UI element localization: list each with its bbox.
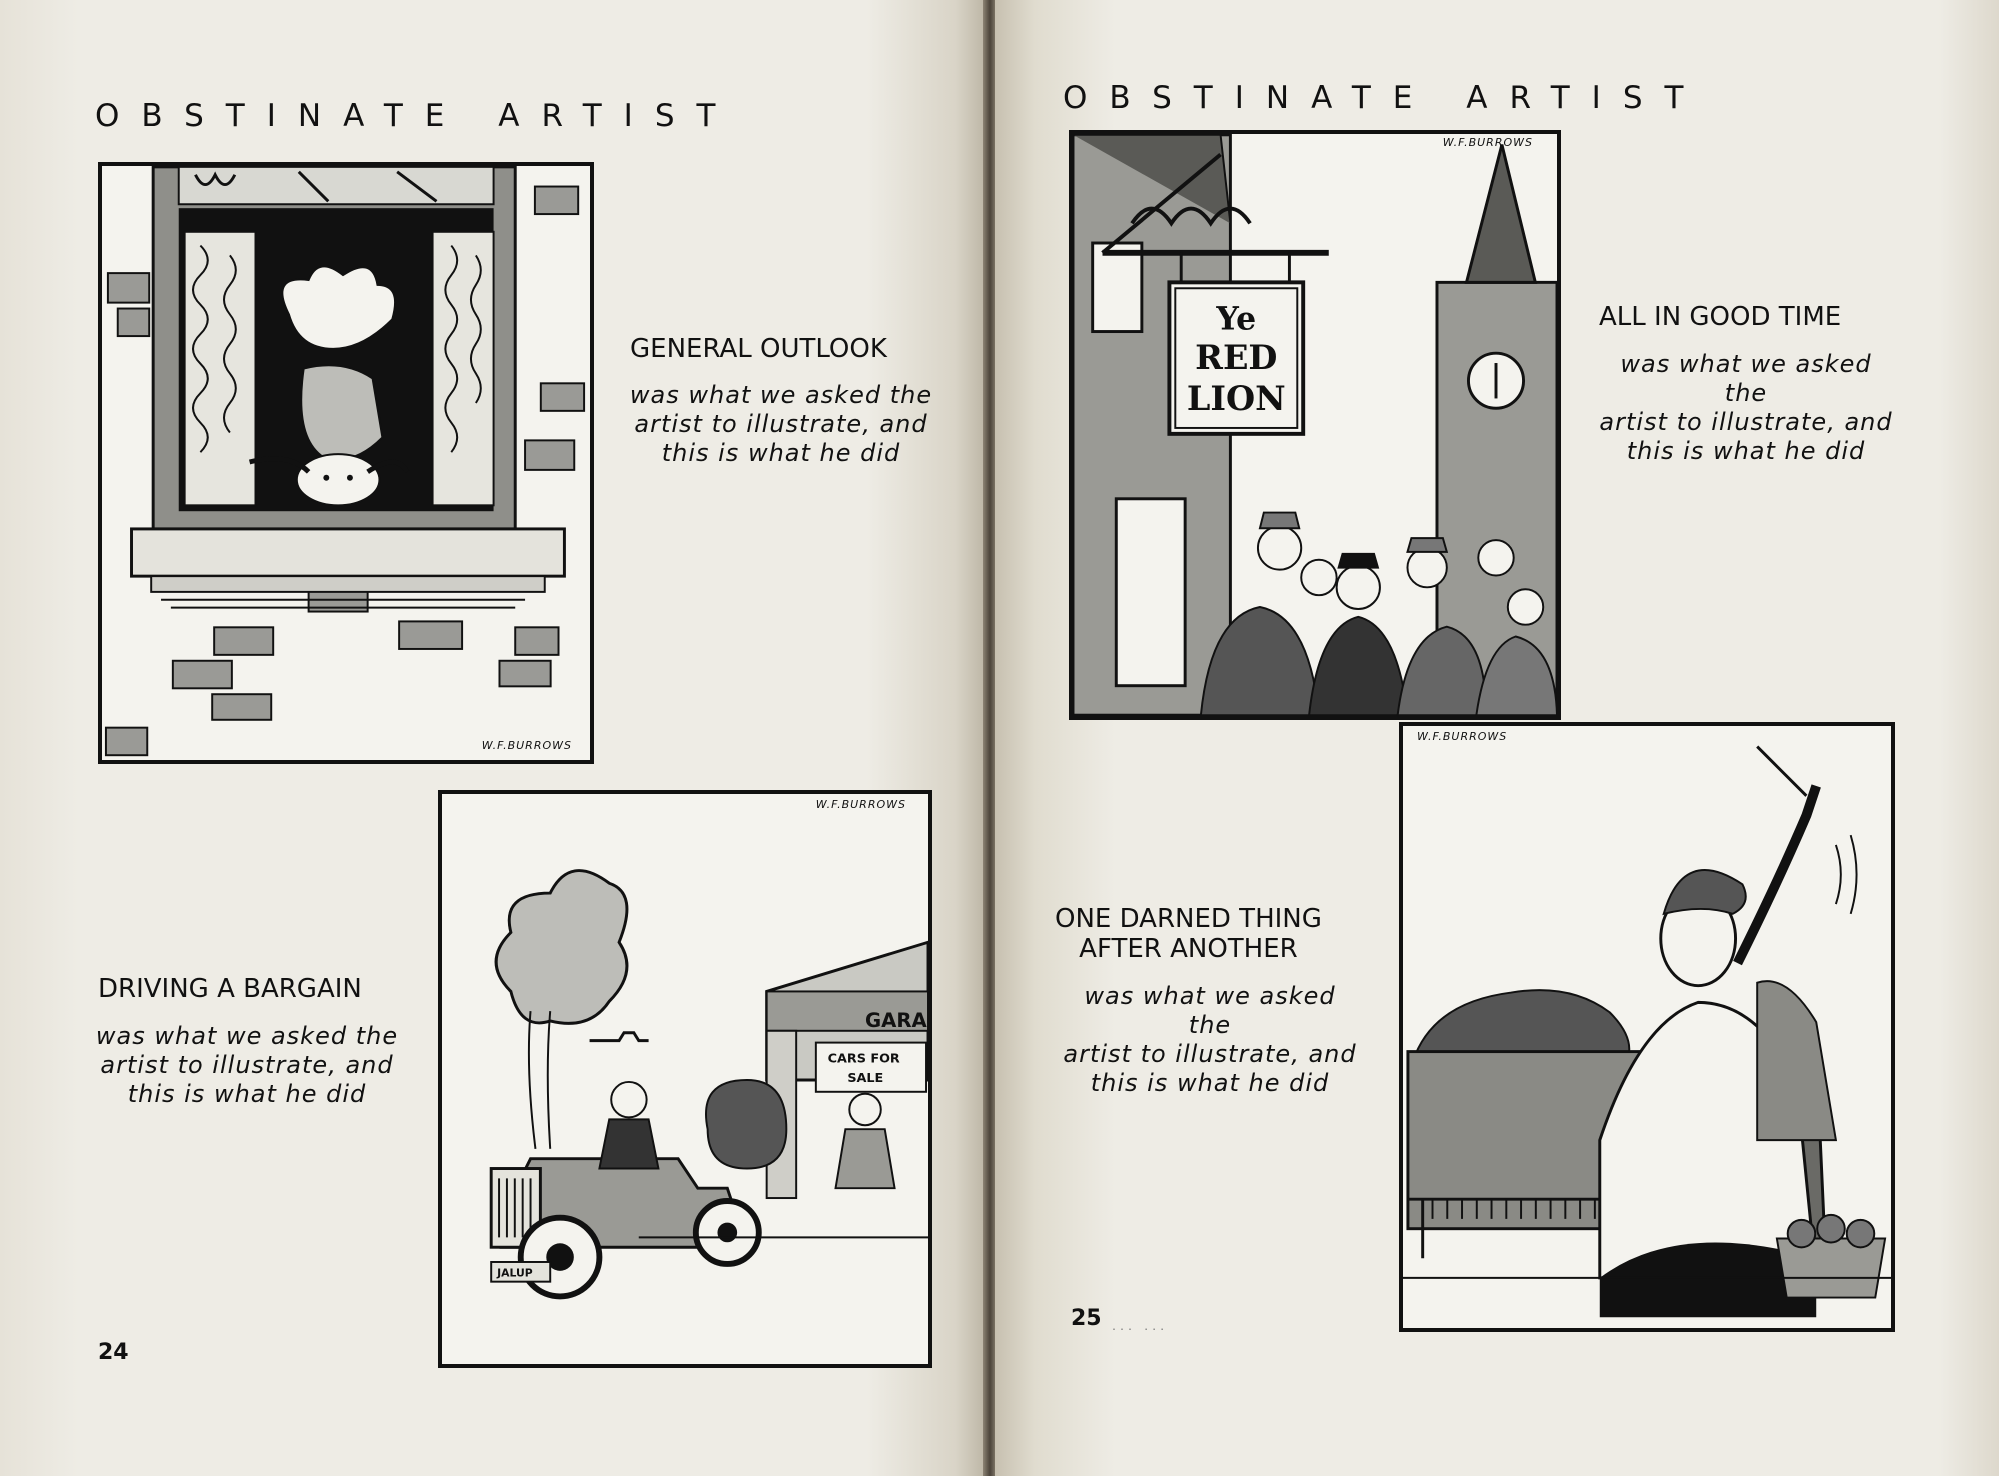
faint-print-mark: ... ... [1111, 1322, 1168, 1333]
artist-signature: W.F.BURROWS [481, 739, 572, 752]
cartoon-general-outlook [98, 162, 594, 764]
garage-sign-text: GARA [865, 1008, 927, 1032]
cartoon-all-in-good-time [1069, 130, 1561, 720]
window-illustration [102, 166, 590, 760]
caption-title-driving-a-bargain: DRIVING A BARGAIN [98, 974, 362, 1004]
sale-sign-line: CARS FOR [827, 1051, 900, 1067]
license-plate: JALUP [497, 1266, 533, 1280]
artist-signature: W.F.BURROWS [1442, 136, 1533, 149]
caption-title-general-outlook: GENERAL OUTLOOK [630, 334, 887, 364]
car-illustration [442, 794, 928, 1364]
caption-line: artist to illustrate, and [634, 410, 928, 438]
caption-title-line: AFTER ANOTHER [1079, 934, 1298, 964]
left-page [0, 0, 985, 1476]
caption-line: this is what he did [1090, 1069, 1330, 1097]
caption-body-one-darned-thing [1059, 982, 1361, 1098]
pub-illustration [1073, 134, 1557, 716]
caption-line: was what we asked the [95, 1022, 399, 1050]
page-number-left: 24 [98, 1340, 129, 1365]
running-header-right: OBSTINATE ARTIST [1063, 80, 1706, 116]
pub-sign-line: Ye [1216, 300, 1257, 338]
caption-line: artist to illustrate, and [1599, 408, 1893, 436]
right-page [995, 0, 1999, 1476]
caption-line: this is what he did [1626, 437, 1866, 465]
caption-body-driving-a-bargain [94, 1022, 400, 1109]
running-header-left: OBSTINATE ARTIST [95, 98, 738, 134]
pub-sign-line: RED [1195, 337, 1278, 377]
sale-sign-line: SALE [847, 1070, 884, 1086]
caption-body-general-outlook [628, 381, 934, 468]
cartoon-driving-a-bargain [438, 790, 932, 1368]
artist-signature: W.F.BURROWS [815, 798, 906, 811]
caption-line: was what we asked the [1084, 982, 1336, 1039]
cartoon-one-darned-thing [1399, 722, 1895, 1332]
knitting-illustration [1403, 726, 1891, 1328]
caption-line: this is what he did [127, 1080, 367, 1108]
caption-title-line: ONE DARNED THING [1055, 904, 1322, 934]
caption-line: artist to illustrate, and [100, 1051, 394, 1079]
page-number-right: 25 [1071, 1306, 1102, 1331]
caption-line: was what we asked the [629, 381, 933, 409]
caption-line: was what we asked the [1620, 350, 1872, 407]
caption-line: this is what he did [661, 439, 901, 467]
caption-title-all-in-good-time: ALL IN GOOD TIME [1599, 302, 1842, 332]
caption-body-all-in-good-time [1595, 350, 1897, 466]
pub-sign-line: LION [1186, 379, 1286, 419]
caption-title-one-darned-thing [1055, 904, 1322, 964]
artist-signature: W.F.BURROWS [1417, 730, 1508, 743]
caption-line: artist to illustrate, and [1063, 1040, 1357, 1068]
